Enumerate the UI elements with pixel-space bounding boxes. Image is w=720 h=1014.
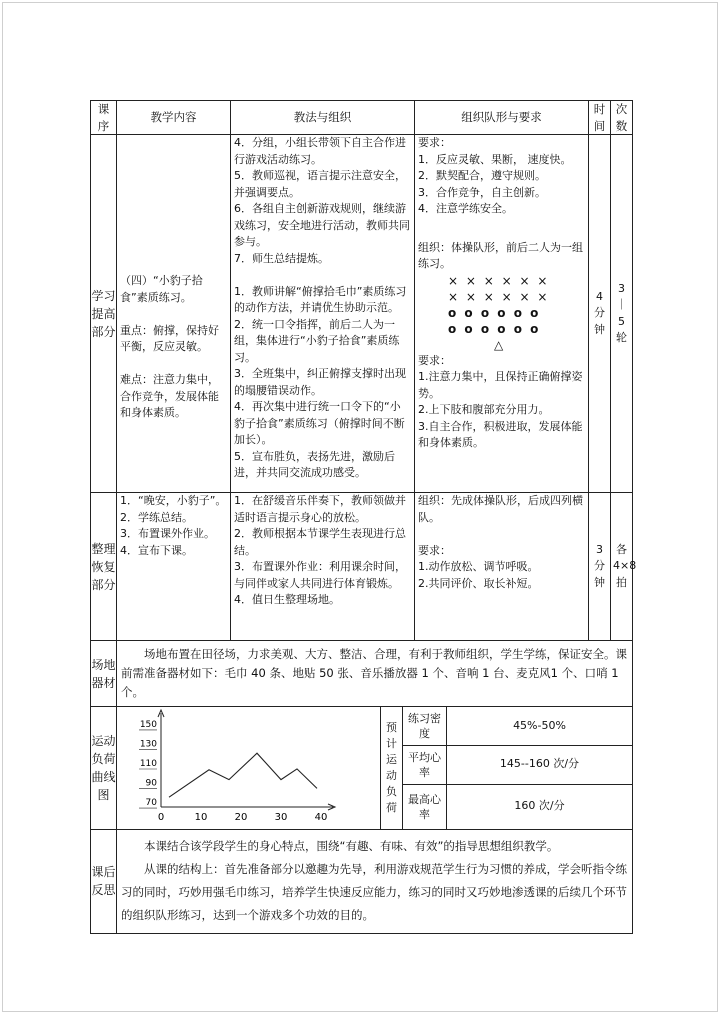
learn-org-line: 组织：体操队形，前后二人为一组练习。 (418, 240, 583, 270)
wrap-content-line: 2．学练总结。 (120, 510, 193, 524)
load-label: 运动负荷曲线图 (91, 707, 117, 830)
learn-time: 4分钟 (589, 135, 611, 493)
learn-req-line: 3.自主合作，积极进取，发展体能和身体素质。 (418, 419, 583, 449)
wrap-label: 整理恢复部分 (91, 493, 117, 641)
learn-content-line: 重点：俯撑，保持好平衡，反应灵敏。 (120, 323, 219, 353)
x-tick-label: 0 (157, 812, 165, 823)
learn-method-line: 3．全班集中，纠正俯撑支撑时出现的塌腰错误动作。 (234, 367, 406, 397)
learn-content-line: （四）“小豹子拾食”素质练习。 (120, 274, 203, 304)
formation-row-crosses: × × × × × × (448, 273, 550, 288)
header-time: 时间 (589, 101, 611, 135)
spacer (418, 218, 585, 240)
header-count: 次数 (611, 101, 633, 135)
wrap-organization (415, 493, 589, 641)
wrap-time: 3分钟 (589, 493, 611, 641)
wrap-row (91, 493, 633, 641)
learn-method-line: 1．教师讲解“俯撑拾毛巾”素质练习的动作方法，并请优生协助示范。 (234, 284, 407, 314)
formation-row-circles: o o o o o o (448, 305, 541, 320)
wrap-org-line (418, 526, 585, 543)
wrap-method-line: 4．值日生整理场地。 (234, 593, 340, 606)
wrap-org-line: 要求： (418, 543, 451, 557)
formation-row-circles: o o o o o o (448, 321, 541, 336)
teacher-triangle-icon: △ (494, 337, 506, 352)
wrap-org-line: 组织：先成体操队形，后成四列横队。 (418, 494, 583, 524)
venue-cell (117, 641, 633, 707)
learn-req-line: 2．默契配合，遵守规则。 (418, 169, 546, 182)
y-tick-label: 150 (139, 719, 157, 730)
reflect-row (91, 829, 633, 933)
wrap-content (117, 493, 231, 641)
learn-content (117, 135, 231, 493)
wrap-org-line: 2.共同评价、取长补短。 (418, 576, 539, 590)
learn-content-line: 难点：注意力集中，合作竞争，发展体能和身体素质。 (120, 373, 219, 419)
learn-method-line: 7．师生总结提炼。 (234, 251, 329, 265)
learn-method-line (234, 267, 411, 284)
learn-req-line: 3．合作竞争，自主创新。 (418, 185, 546, 199)
learn-req-line: 要求： (418, 353, 451, 367)
venue-text: 场地布置在田径场，力求美观、大方、整洁、合理，有利于教师组织，学生学练，保证安全。课前需准备器材如下：毛巾 40 条、地贴 50 张、音乐播放器 1 个、音响 1 台、麦克风1 个、口哨 1 个。 (121, 647, 627, 699)
learn-method-line: 6．各组自主创新游戏规则，继续游戏练习，安全地进行活动，教师共同参与。 (234, 202, 410, 248)
predict-label: 预计运动负荷 (381, 707, 403, 830)
x-tick-label: 40 (314, 812, 328, 823)
learn-content-line (120, 306, 227, 323)
learn-method (231, 135, 415, 493)
metric-avg-hr-value: 145--160 次/分 (447, 745, 633, 784)
learn-method-line: 4．再次集中进行统一口令下的“小豹子拾食”素质练习（俯撑时间不断加长）。 (234, 400, 405, 446)
wrap-org-line: 1.动作放松、调节呼吸。 (418, 560, 539, 573)
learn-method-line: 2．统一口令指挥，前后二人为一组，集体进行“小豹子拾食”素质练习。 (234, 317, 400, 364)
x-tick-label: 10 (194, 812, 208, 823)
formation-row-crosses: × × × × × × (448, 289, 550, 304)
load-table (90, 706, 633, 830)
learn-method-line: 5．宣布胜负，表扬先进，激励后进，并共同交流成功感受。 (234, 449, 395, 479)
reflect-paragraph: 从课的结构上：首先准备部分以邀趣为先导，利用游戏规范学生行为习惯的养成，学会听指令练习的同时，巧妙用强毛巾练习，培养学生快速反应能力，练习的同时又巧妙地渗透课的后续几个环节的组织队形练习，达到一个游戏多个功效的目的。 (121, 862, 627, 922)
learn-req-line: 4．注意学练安全。 (418, 202, 513, 215)
wrap-content-line: 4．宣布下课。 (120, 543, 193, 557)
venue-label: 场地器材 (91, 641, 117, 707)
load-chart-cell (117, 707, 381, 830)
learn-row (91, 135, 633, 493)
learn-method-line: 4．分组，小组长带领下自主合作进行游戏活动练习。 (234, 136, 406, 166)
learn-method-line: 5．教师巡视，语言提示注意安全，并强调要点。 (234, 169, 406, 199)
learn-req-line: 1．反应灵敏、果断， 速度快。 (418, 152, 572, 166)
lesson-plan-table (90, 100, 637, 707)
load-row-1 (91, 707, 633, 746)
metric-avg-hr-label: 平均心率 (403, 745, 447, 784)
wrap-method (231, 493, 415, 641)
venue-row (91, 641, 633, 707)
y-tick-label: 70 (145, 798, 157, 809)
learn-req-line: 1.注意力集中，且保持正确俯撑姿势。 (418, 370, 583, 400)
load-curve-line (169, 753, 317, 797)
metric-density-value: 45%-50% (447, 707, 633, 746)
header-row (91, 101, 633, 135)
y-tick-label: 110 (139, 759, 157, 769)
reflect-cell (117, 829, 633, 933)
metric-max-hr-value: 160 次/分 (447, 784, 633, 829)
learn-req-line: 2.上下肢和腹部充分用力。 (418, 403, 550, 416)
learn-req-line: 要求： (418, 136, 451, 149)
header-method: 教法与组织 (231, 101, 415, 135)
reflect-table (90, 829, 633, 934)
metric-density-label: 练习密度 (403, 707, 447, 746)
learn-count: 3｜5轮 (611, 135, 633, 493)
header-organization: 组织队形与要求 (415, 101, 589, 135)
reflect-label: 课后反思 (91, 829, 117, 933)
x-tick-label: 30 (274, 812, 288, 823)
header-content: 教学内容 (117, 101, 231, 135)
wrap-content-line: 3．布置课外作业。 (120, 527, 215, 540)
x-tick-label: 20 (234, 812, 248, 823)
learn-organization (415, 135, 589, 493)
lesson-plan (90, 100, 637, 934)
wrap-method-line: 2．教师根据本节课学生表现进行总结。 (234, 527, 406, 557)
wrap-content-line: 1．“晚安，小豹子”。 (120, 494, 227, 507)
learn-content-line (120, 356, 227, 373)
reflect-paragraph: 本课结合该学段学生的身心特点，围绕“有趣、有味、有效”的指导思想组织教学。 (144, 839, 559, 853)
load-curve-chart (117, 707, 381, 823)
wrap-method-line: 1．在舒缓音乐伴奏下，教师领做并适时语言提示身心的放松。 (234, 494, 406, 524)
header-lesson-order: 课序 (91, 101, 117, 135)
metric-max-hr-label: 最高心率 (403, 784, 447, 829)
formation-diagram (418, 273, 585, 353)
y-tick-label: 90 (145, 778, 157, 789)
learn-label: 学习提高部分 (91, 135, 117, 493)
wrap-count: 各4×8拍 (611, 493, 633, 641)
y-tick-label: 130 (139, 739, 157, 750)
wrap-method-line: 3．布置课外作业：利用课余时间，与同伴或家人共同进行体育锻炼。 (234, 560, 406, 590)
